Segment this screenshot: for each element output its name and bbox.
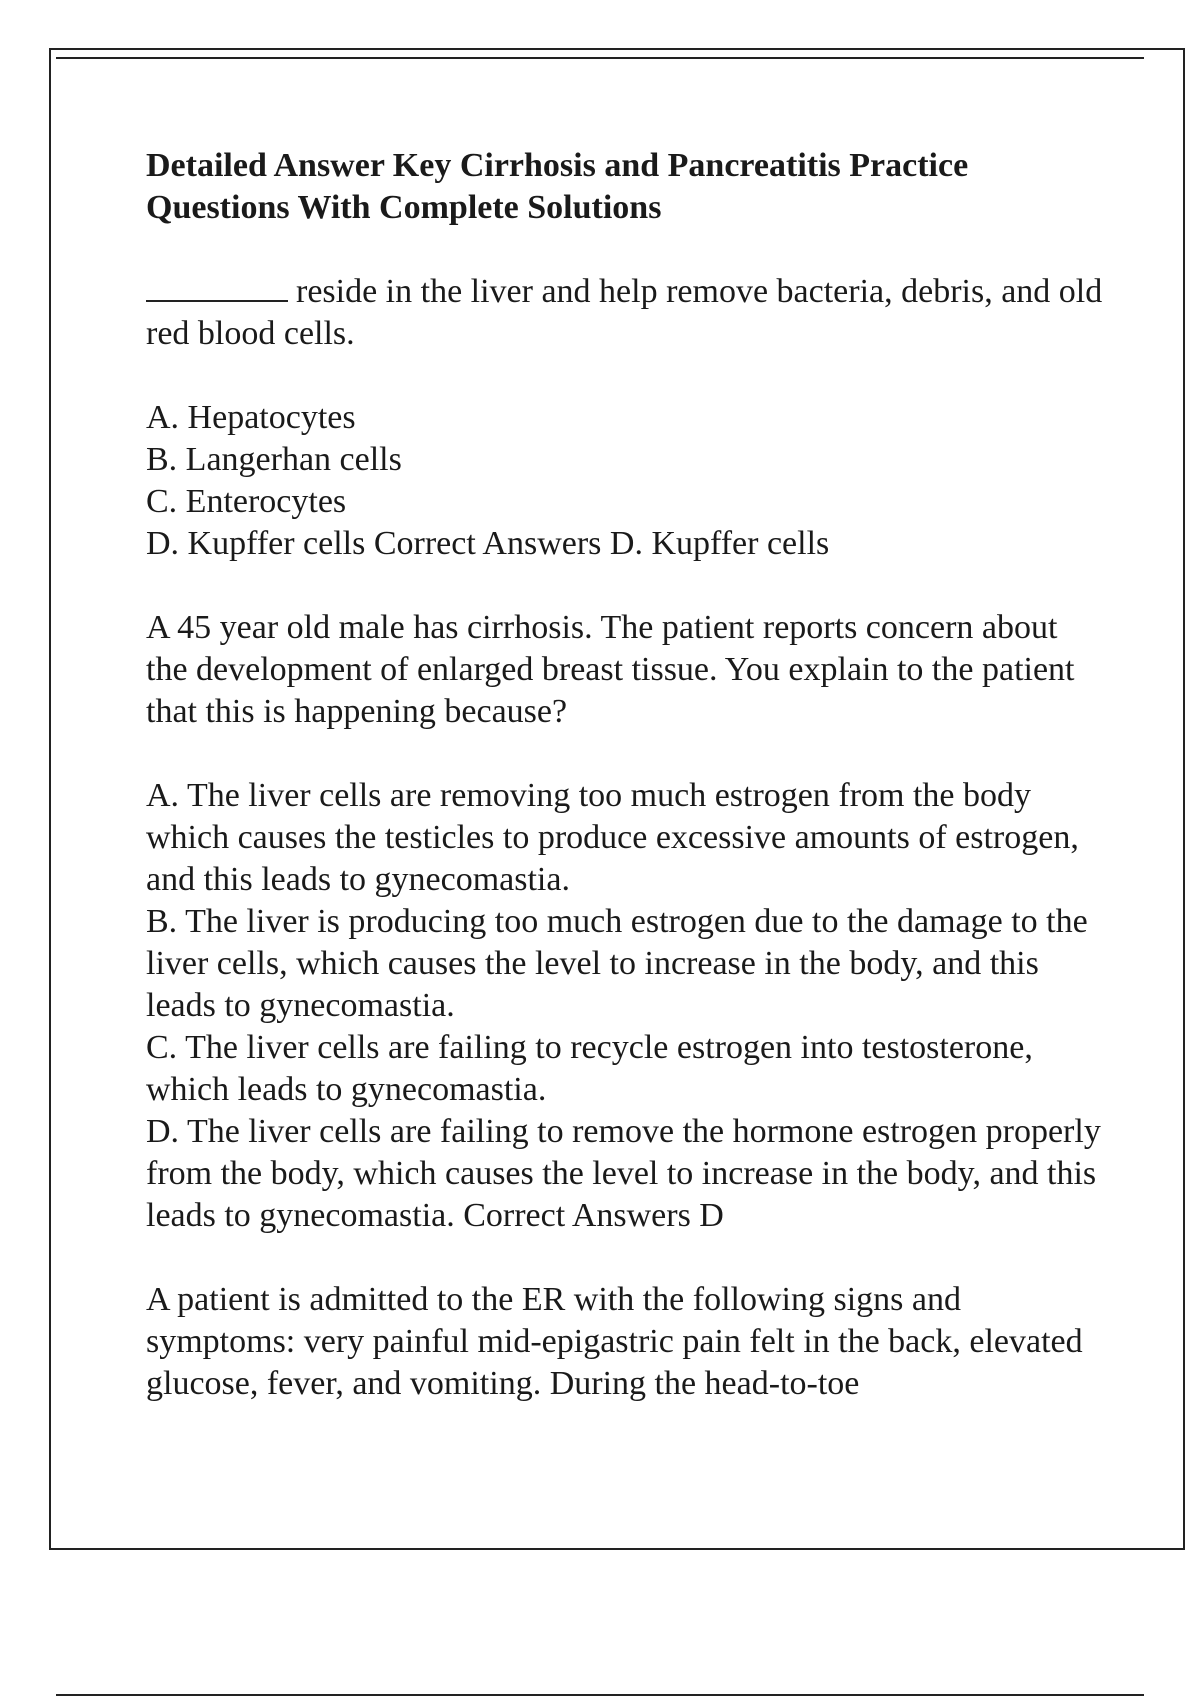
question-1-stem: reside in the liver and help remove bacteria, debris, and old red blood cells. <box>146 273 1103 352</box>
bottom-rule <box>56 1694 1144 1696</box>
document-body <box>146 145 1106 1447</box>
q1-option-d-with-answer: D. Kupffer cells Correct Answers D. Kupffer cells <box>146 525 830 562</box>
q1-option-a: A. Hepatocytes <box>146 399 356 436</box>
q1-option-b: B. Langerhan cells <box>146 441 402 478</box>
question-1-options <box>146 397 1106 565</box>
q2-option-c: C. The liver cells are failing to recycle estrogen into testosterone, which leads to gynecomastia. <box>146 1029 1033 1108</box>
q2-option-d-with-answer: D. The liver cells are failing to remove the hormone estrogen properly from the body, which causes the level to increase in the body, and this leads to gynecomastia. Correct Answers D <box>146 1113 1101 1234</box>
fill-in-blank <box>146 272 288 302</box>
question-2-options <box>146 775 1106 1237</box>
question-1 <box>146 271 1106 355</box>
q2-option-b: B. The liver is producing too much estrogen due to the damage to the liver cells, which causes the level to increase in the body, and this leads to gynecomastia. <box>146 903 1088 1024</box>
q1-option-c: C. Enterocytes <box>146 483 347 520</box>
document-title: Detailed Answer Key Cirrhosis and Pancreatitis Practice Questions With Complete Solutions <box>146 147 969 226</box>
q2-option-a: A. The liver cells are removing too much estrogen from the body which causes the testicles to produce excessive amounts of estrogen, and this leads to gynecomastia. <box>146 777 1079 898</box>
top-rule <box>56 57 1144 59</box>
question-3-stem: A patient is admitted to the ER with the following signs and symptoms: very painful mid-epigastric pain felt in the back, elevated glucose, fever, and vomiting. During the head-to-toe <box>146 1281 1083 1402</box>
question-2-stem: A 45 year old male has cirrhosis. The patient reports concern about the development of enlarged breast tissue. You explain to the patient that this is happening because? <box>146 609 1075 730</box>
